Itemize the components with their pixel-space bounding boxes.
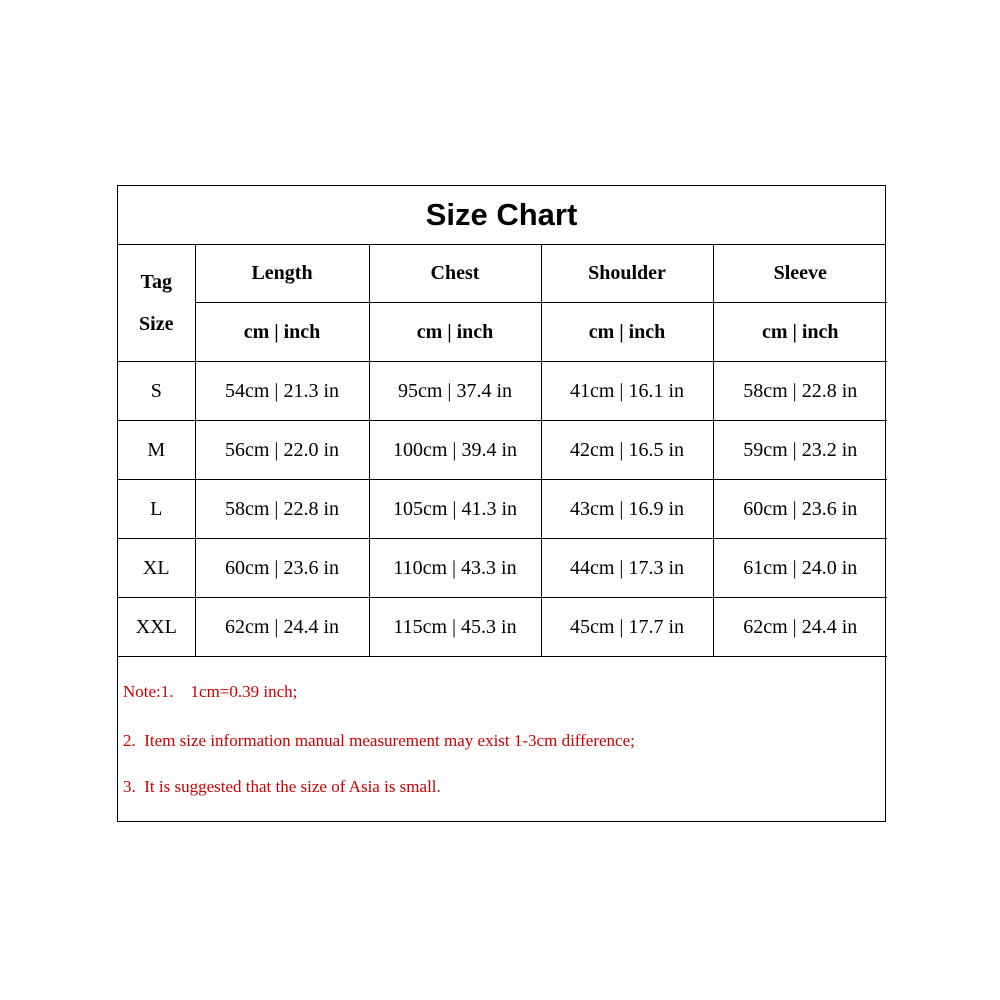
size-table — [118, 244, 887, 657]
column-header-sleeve: Sleeve — [713, 244, 887, 303]
measurement-cell: 59cm | 23.2 in — [713, 421, 887, 480]
note-line: 2. Item size information manual measurement may exist 1-3cm difference; — [123, 731, 635, 750]
unit-label: cm | inch — [541, 303, 713, 362]
measurement-cell: 95cm | 37.4 in — [369, 362, 541, 421]
measurement-cell: 62cm | 24.4 in — [195, 598, 369, 657]
column-header-shoulder: Shoulder — [541, 244, 713, 303]
unit-label: cm | inch — [369, 303, 541, 362]
column-header-length: Length — [195, 244, 369, 303]
measurement-cell: 58cm | 22.8 in — [195, 480, 369, 539]
measurement-cell: 61cm | 24.0 in — [713, 539, 887, 598]
table-row — [118, 362, 887, 421]
column-header-chest: Chest — [369, 244, 541, 303]
measurement-cell: 58cm | 22.8 in — [713, 362, 887, 421]
measurement-cell: 45cm | 17.7 in — [541, 598, 713, 657]
unit-label: cm | inch — [195, 303, 369, 362]
measurement-cell: 115cm | 45.3 in — [369, 598, 541, 657]
unit-row — [118, 303, 887, 362]
tag-size-header — [118, 244, 195, 362]
measurement-cell: 41cm | 16.1 in — [541, 362, 713, 421]
measurement-cell: 60cm | 23.6 in — [713, 480, 887, 539]
notes-section — [118, 660, 885, 821]
note-line: Note:1. 1cm=0.39 inch; — [123, 682, 298, 701]
measurement-cell: 54cm | 21.3 in — [195, 362, 369, 421]
measurement-cell: 43cm | 16.9 in — [541, 480, 713, 539]
measurement-cell: 110cm | 43.3 in — [369, 539, 541, 598]
tag-label: Tag — [140, 270, 172, 293]
size-cell: XXL — [118, 598, 195, 657]
size-cell: S — [118, 362, 195, 421]
size-cell: L — [118, 480, 195, 539]
table-row — [118, 598, 887, 657]
size-cell: M — [118, 421, 195, 480]
measurement-cell: 56cm | 22.0 in — [195, 421, 369, 480]
table-row — [118, 421, 887, 480]
measurement-cell: 105cm | 41.3 in — [369, 480, 541, 539]
chart-title: Size Chart — [118, 186, 885, 245]
measurement-cell: 44cm | 17.3 in — [541, 539, 713, 598]
measurement-cell: 100cm | 39.4 in — [369, 421, 541, 480]
size-chart — [117, 185, 886, 822]
size-label: Size — [139, 312, 174, 335]
table-row — [118, 480, 887, 539]
size-cell: XL — [118, 539, 195, 598]
measurement-cell: 62cm | 24.4 in — [713, 598, 887, 657]
note-line: 3. It is suggested that the size of Asia is small. — [123, 777, 441, 796]
measurement-cell: 60cm | 23.6 in — [195, 539, 369, 598]
unit-label: cm | inch — [713, 303, 887, 362]
measurement-cell: 42cm | 16.5 in — [541, 421, 713, 480]
table-row — [118, 539, 887, 598]
header-row — [118, 244, 887, 303]
